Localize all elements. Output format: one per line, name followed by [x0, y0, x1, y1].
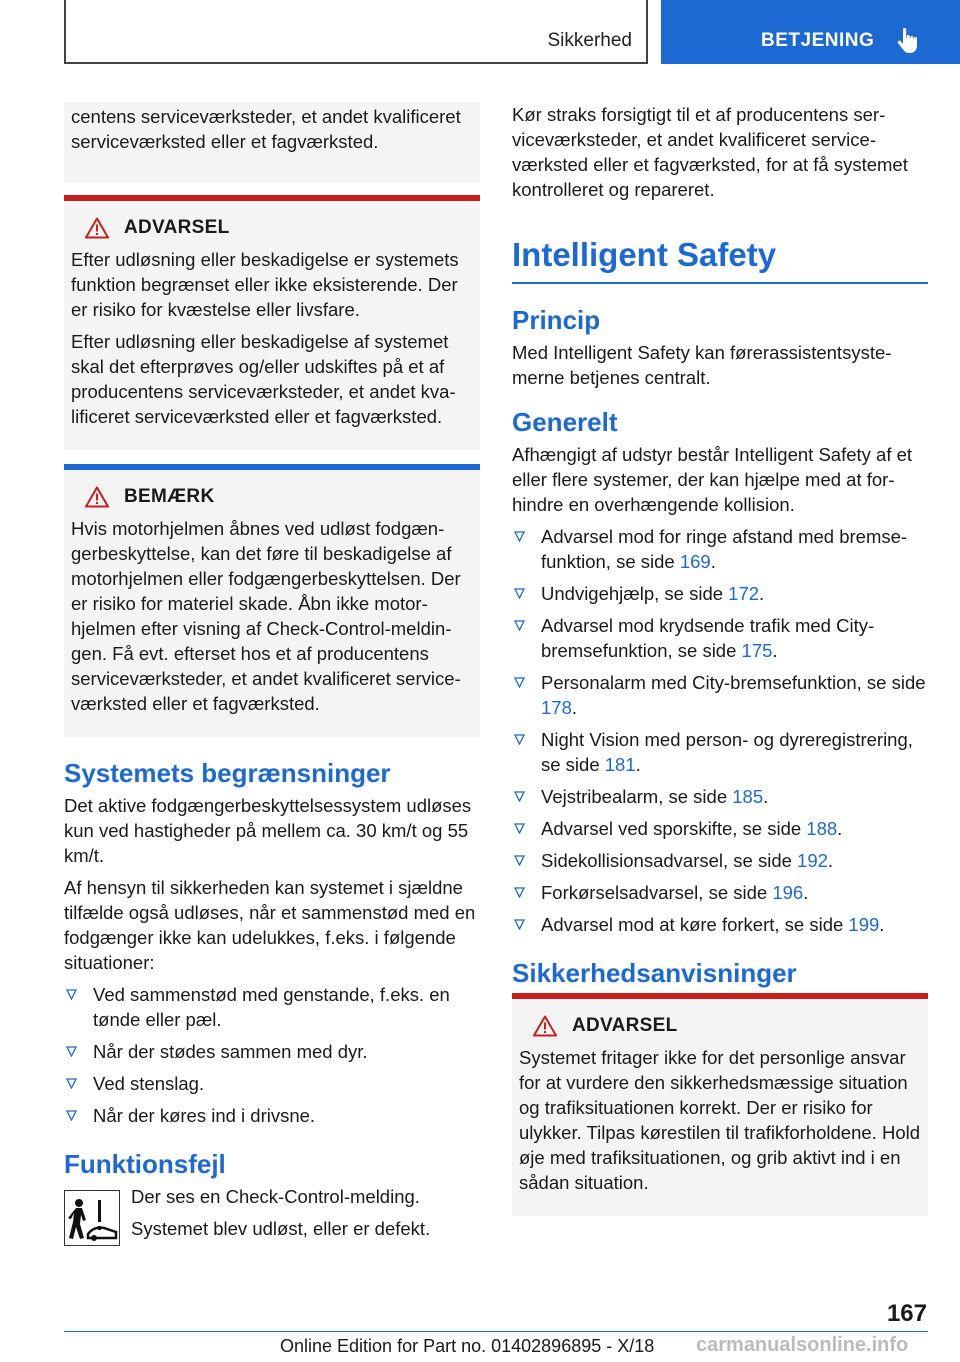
list-item: Advarsel mod for ringe afstand med bremsefunktion, se side 169. [512, 524, 928, 574]
list-item: Personalarm med City-bremsefunktion, se side 178. [512, 670, 928, 720]
bullet-triangle-icon [514, 919, 525, 930]
continued-notice-text: centens serviceværksteder, et andet kvalificeret serviceværksted eller et fagværksted. [71, 106, 461, 152]
page-reference-link[interactable]: 181 [604, 754, 636, 775]
warning-paragraph: Systemet fritager ikke for det personlige ansvar for at vurdere den sikkerhedsmæssige situation og trafiksituationen korrekt. Der er risiko for ulykker. Tilpas kørestilen til trafikforholdene. Hold øje med trafiksituationen, og grib aktivt ind i en sådan situation. [519, 1047, 921, 1193]
list-item: Forkørselsadvarsel, se side 196. [512, 880, 928, 905]
situation-list [64, 982, 480, 1128]
bullet-triangle-icon [514, 677, 525, 688]
warning-title: ADVARSEL [124, 217, 230, 238]
list-item: Når der køres ind i drivsne. [64, 1103, 480, 1128]
list-item: Advarsel mod at køre forkert, se side 199. [512, 912, 928, 937]
header-section-title: Sikkerhed [547, 30, 632, 51]
page-reference-link[interactable]: 199 [848, 914, 880, 935]
right-column [512, 102, 928, 1230]
bullet-triangle-icon [66, 1046, 77, 1057]
page-reference-link[interactable]: 185 [732, 786, 764, 807]
warning-box [512, 993, 928, 1216]
body-paragraph: Af hensyn til sikkerheden kan systemet i sjældne tilfælde også udløses, når et sammenstød med en fodgænger ikke kan udelukkes, f.eks. i følgende situationer: [64, 877, 476, 973]
footer-edition: Online Edition for Part no. 01402896895 - X/18 [280, 1336, 655, 1356]
page-reference-link[interactable]: 175 [741, 640, 773, 661]
warning-paragraph: Efter udløsning eller beskadigelse er systemets funktion begrænset eller ikke eksisterende. Der er risiko for kvæstelse eller livsfare. [71, 249, 459, 320]
note-title: BEMÆRK [124, 486, 215, 507]
list-item: Undvigehjælp, se side 172. [512, 581, 928, 606]
warning-box [64, 195, 480, 450]
bullet-triangle-icon [514, 531, 525, 542]
page-title: Intelligent Safety [512, 234, 928, 284]
header-chapter-box [661, 0, 960, 64]
list-item: Night Vision med person- og dyreregistrering, se side 181. [512, 727, 928, 777]
bullet-triangle-icon [514, 734, 525, 745]
page-reference-link[interactable]: 192 [797, 850, 828, 871]
page-reference-link[interactable]: 172 [728, 583, 760, 604]
body-paragraph: Afhængigt af udstyr består Intelligent Safety af et eller flere systemer, der kan hjælpe med at forhindre en overhængende kollision. [512, 444, 913, 515]
section-heading-safety: Sikkerhedsanvisninger [512, 958, 797, 988]
bullet-triangle-icon [66, 1110, 77, 1121]
list-item: Vejstribealarm, se side 185. [512, 784, 928, 809]
note-paragraph: Hvis motorhjelmen åbnes ved udløst fodgængerbeskyttelse, kan det føre til beskadigelse af motorhjelmen eller fodgængerbeskyttelsen. Der er risiko for materiel skade. Åbn ikke motorhjelmen efter visning af Check-Control-meldingen. Få evt. efterset hos et af producentens serviceværksteder, et andet kvalificeret serviceværksted eller et fagværksted. [71, 518, 461, 714]
body-paragraph: Det aktive fodgængerbeskyttelsessystem udløses kun ved hastigheder på mellem ca. 30 km/t og 55 km/t. [64, 795, 472, 866]
section-heading-principle: Princip [512, 305, 601, 335]
page-number: 167 [886, 1300, 927, 1327]
list-item: Ved sammenstød med genstande, f.eks. en tønde eller pæl. [64, 982, 480, 1032]
page-reference-link[interactable]: 178 [541, 697, 572, 718]
hand-pointer-icon [897, 28, 919, 54]
pedestrian-protection-icon [64, 1190, 120, 1246]
list-item: Advarsel mod krydsende trafik med City-bremsefunktion, se side 175. [512, 613, 928, 663]
bullet-triangle-icon [514, 791, 525, 802]
left-column [64, 102, 480, 1248]
warning-triangle-icon [85, 217, 109, 239]
header-section-box [64, 0, 648, 64]
warning-triangle-icon [85, 486, 109, 508]
bullet-triangle-icon [514, 588, 525, 599]
header-chapter-title: BETJENING [761, 30, 875, 51]
list-item: Sidekollisionsadvarsel, se side 192. [512, 848, 928, 873]
warning-paragraph: Efter udløsning eller beskadigelse af systemet skal det efterprøves og/eller udskiftes på et af producentens serviceværksteder, et andet kvalificeret serviceværksted eller et fagværksted. [71, 331, 456, 427]
continued-notice-box [64, 102, 480, 183]
page-reference-link[interactable]: 196 [772, 882, 804, 903]
note-box [64, 464, 480, 737]
bullet-triangle-icon [514, 887, 525, 898]
bullet-triangle-icon [514, 823, 525, 834]
fault-paragraph: Systemet blev udløst, eller er defekt. [131, 1218, 431, 1239]
body-paragraph: Med Intelligent Safety kan førerassistentsystemerne betjenes centralt. [512, 342, 892, 388]
section-heading-general: Generelt [512, 407, 618, 437]
section-heading-limits: Systemets begrænsninger [64, 758, 391, 788]
section-heading-fault: Funktionsfejl [64, 1149, 226, 1179]
page-reference-link[interactable]: 188 [806, 818, 838, 839]
watermark: carmanualsonline.info [696, 1334, 909, 1356]
bullet-triangle-icon [66, 989, 77, 1000]
body-paragraph: Kør straks forsigtigt til et af producentens serviceværksteder, et andet kvalificeret serviceværksted eller et fagværksted, for at få systemet kontrolleret og repareret. [512, 104, 908, 200]
systems-list [512, 524, 928, 937]
bullet-triangle-icon [66, 1078, 77, 1089]
list-item: Advarsel ved sporskifte, se side 188. [512, 816, 928, 841]
warning-title: ADVARSEL [572, 1015, 678, 1036]
bullet-triangle-icon [514, 855, 525, 866]
fault-block [64, 1184, 480, 1248]
list-item: Når der stødes sammen med dyr. [64, 1039, 480, 1064]
list-item: Ved stenslag. [64, 1071, 480, 1096]
fault-paragraph: Der ses en Check-Control-melding. [131, 1186, 420, 1207]
footer-divider [64, 1331, 928, 1332]
warning-triangle-icon [533, 1015, 557, 1037]
bullet-triangle-icon [514, 620, 525, 631]
page-reference-link[interactable]: 169 [679, 551, 711, 572]
